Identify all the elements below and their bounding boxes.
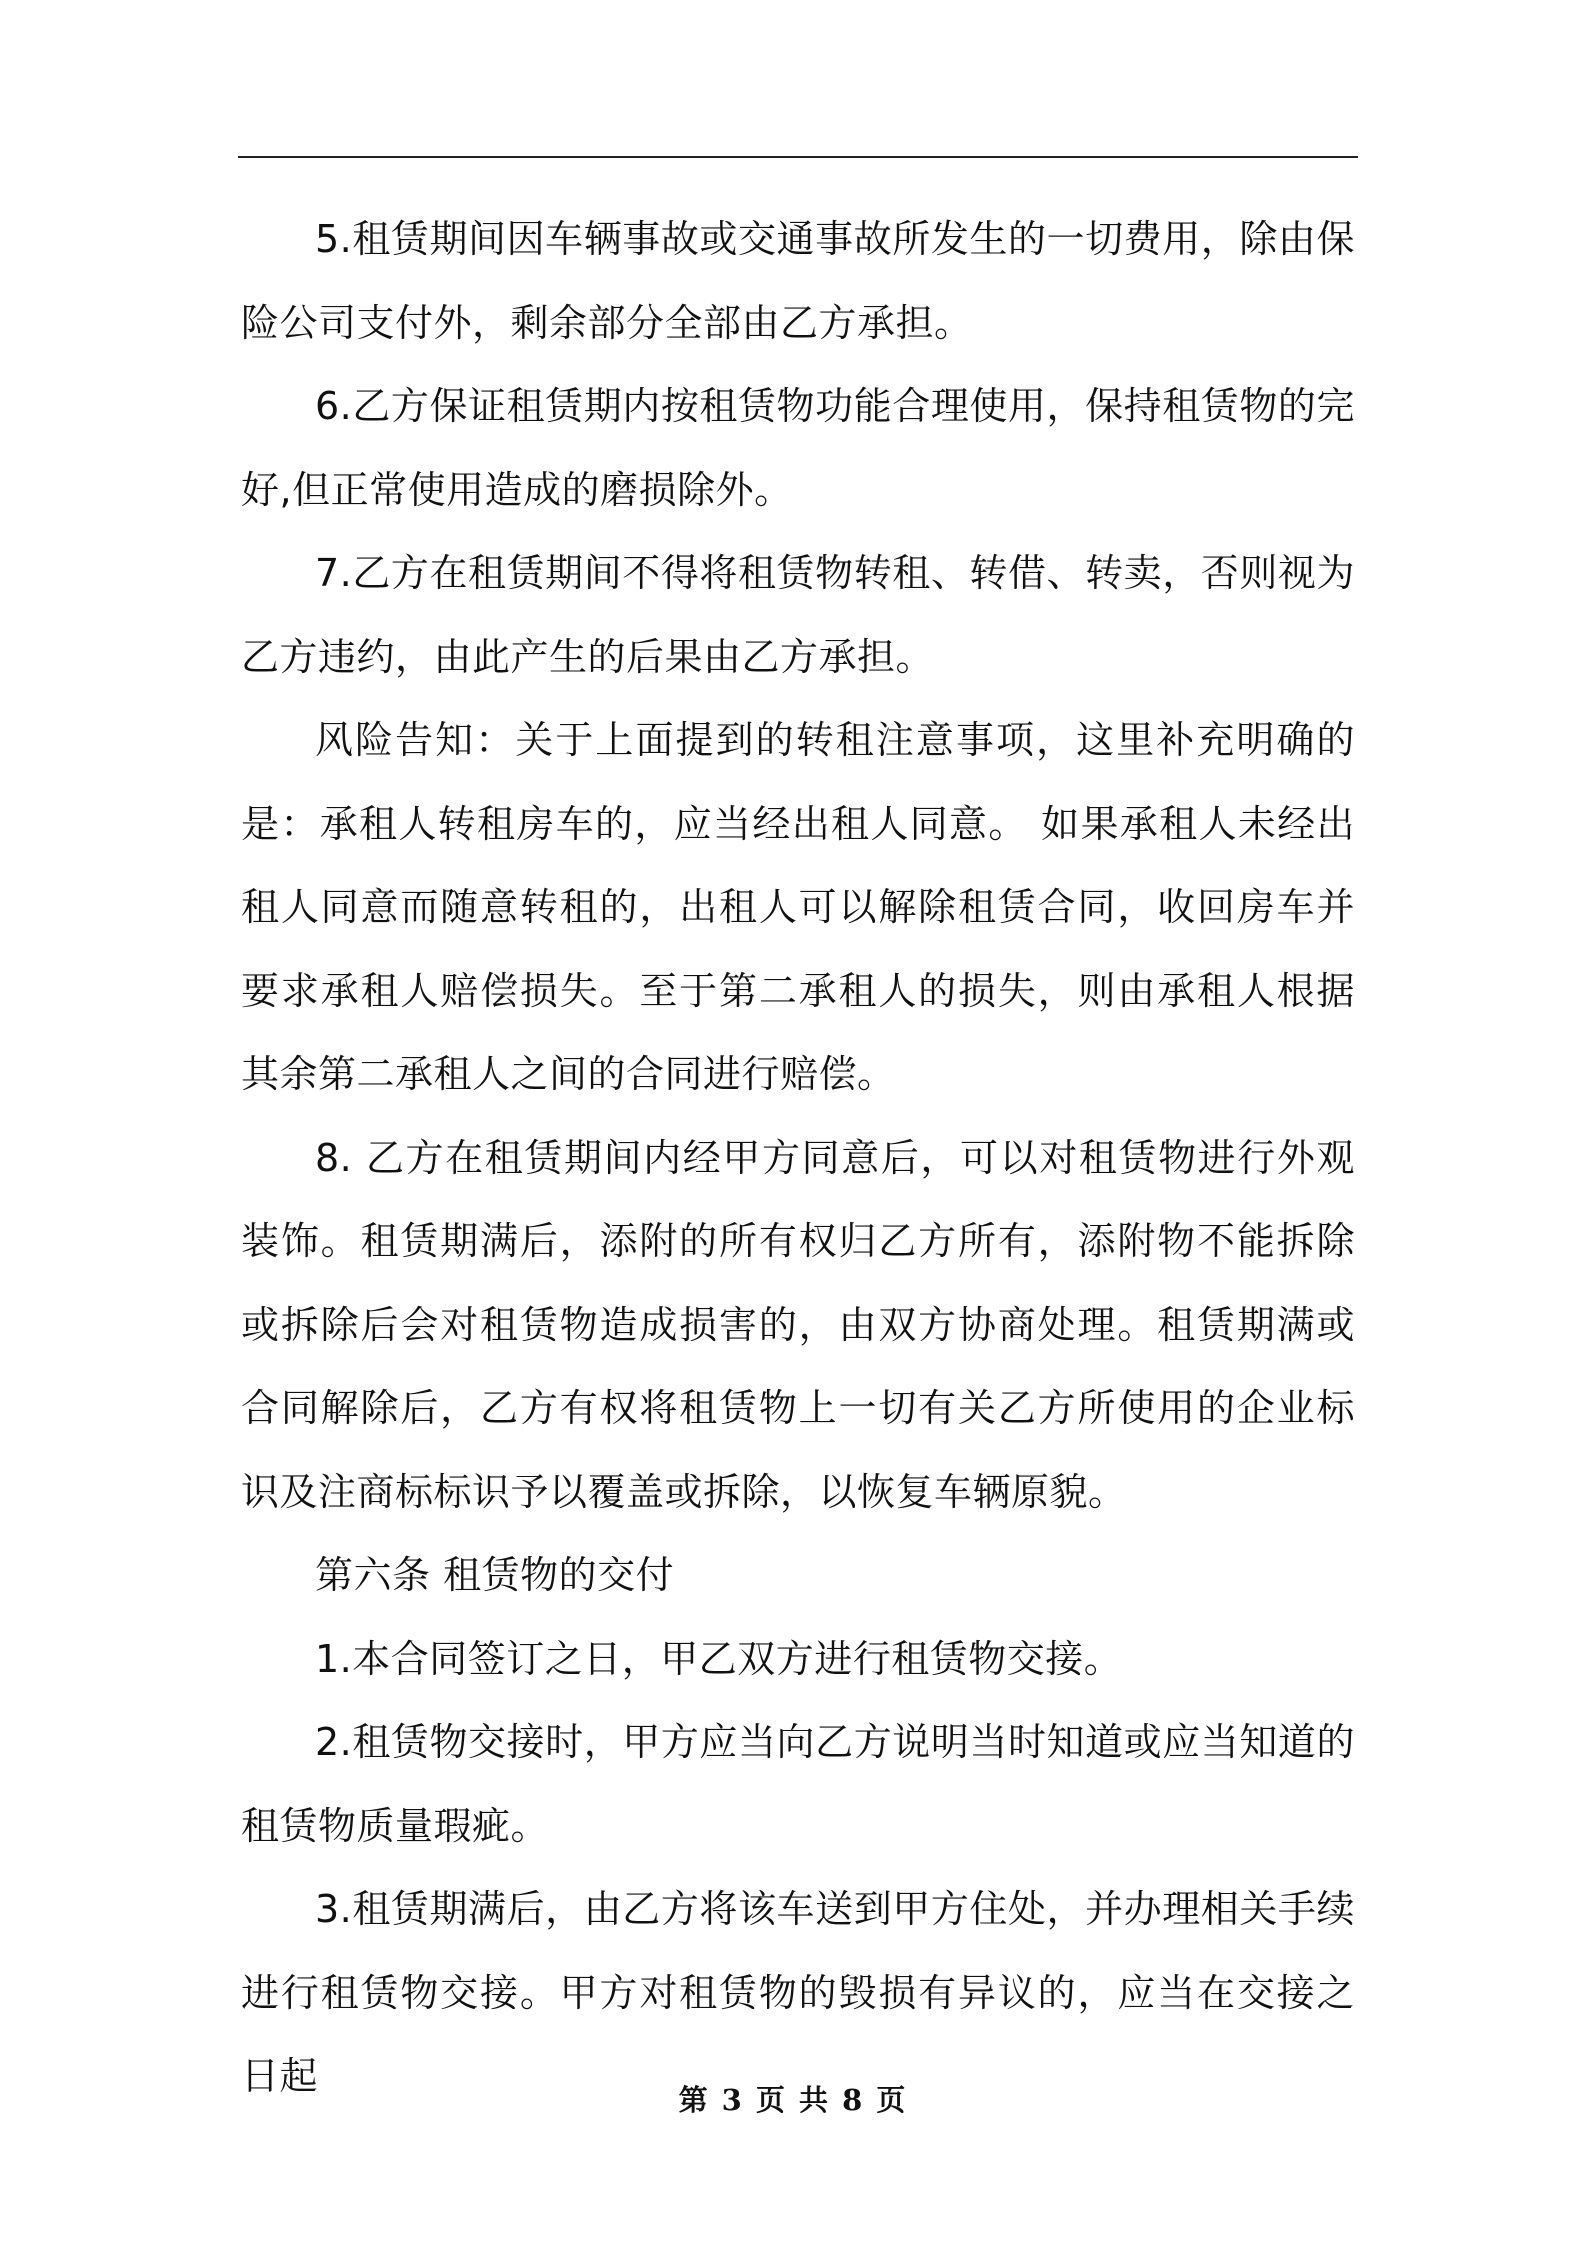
clause-7-paragraph: 7.乙方在租赁期间不得将租赁物转租、转借、转卖，否则视为乙方违约，由此产生的后果由乙方承担。 bbox=[241, 551, 1355, 679]
clause-8-paragraph: 8. 乙方在租赁期间内经甲方同意后，可以对租赁物进行外观装饰。租赁期满后，添附的所有权归乙方所有，添附物不能拆除或拆除后会对租赁物造成损害的，由双方协商处理。租赁期满或合同解除后，乙方有权将租赁物上一切有关乙方所使用的企业标识及注商标标识予以覆盖或拆除，以恢复车辆原貌。 bbox=[241, 1135, 1355, 1514]
page-number-footer: 第 3 页 共 8 页 bbox=[678, 2083, 908, 2117]
clause-5-paragraph: 5.租赁期间因车辆事故或交通事故所发生的一切费用，除由保险公司支付外，剩余部分全部由乙方承担。 bbox=[241, 217, 1355, 345]
document-body bbox=[241, 198, 1355, 2119]
delivery-item-3: 3.租赁期满后，由乙方将该车送到甲方住处，并办理相关手续进行租赁物交接。甲方对租赁物的毁损有异议的，应当在交接之日起 bbox=[241, 1887, 1355, 2098]
delivery-item-1: 1.本合同签订之日，甲乙双方进行租赁物交接。 bbox=[315, 1636, 1123, 1681]
article-6-heading: 第六条 租赁物的交付 bbox=[315, 1553, 675, 1597]
risk-notice-paragraph: 风险告知：关于上面提到的转租注意事项，这里补充明确的是：承租人转租房车的，应当经出租人同意。 如果承租人未经出租人同意而随意转租的，出租人可以解除租赁合同，收回房车并要求承租人赔偿损失。至于第二承租人的损失，则由承租人根据其余第二承租人之间的合同进行赔偿。 bbox=[241, 718, 1355, 1096]
header-rule bbox=[238, 156, 1358, 158]
clause-6-paragraph: 6.乙方保证租赁期内按租赁物功能合理使用，保持租赁物的完好,但正常使用造成的磨损除外。 bbox=[241, 384, 1355, 512]
delivery-item-2: 2.租赁物交接时，甲方应当向乙方说明当时知道或应当知道的租赁物质量瑕疵。 bbox=[241, 1720, 1355, 1848]
